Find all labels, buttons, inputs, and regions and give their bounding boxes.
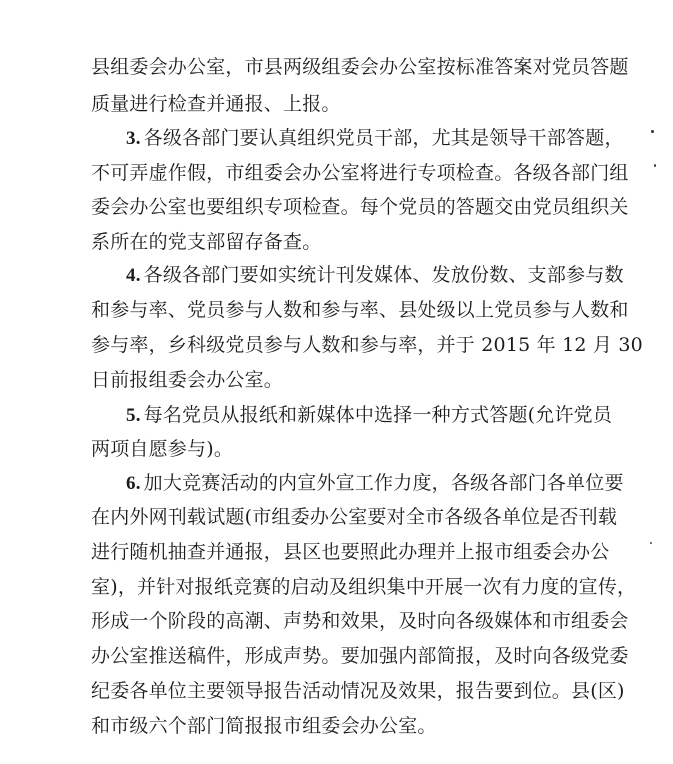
text-line: 参与率，乡科级党员参与人数和参与率，并于 2015 年 12 月 30 — [91, 334, 643, 356]
text-line: 和参与率、党员参与人数和参与率、县处级以上党员参与人数和 — [91, 299, 629, 321]
list-item-4-first-line — [126, 263, 624, 288]
list-item-5-first-line — [126, 403, 612, 428]
text-line: 进行随机抽查并通报，县区也要照此办理并上报市组委会办公 — [91, 541, 610, 563]
list-item-3-first-line — [126, 126, 624, 151]
scan-mark — [650, 542, 652, 544]
text-line: 县组委会办公室，市县两级组委会办公室按标准答案对党员答题 — [91, 56, 629, 78]
text-line: 日前报组委会办公室。 — [91, 369, 284, 391]
list-item-number: 6. — [126, 473, 141, 494]
list-item-6-first-line — [126, 471, 624, 496]
text-line: 纪委各单位主要领导报告活动情况及效果，报告要到位。县(区) — [91, 680, 625, 702]
scan-mark — [654, 164, 656, 167]
text-line: 加大竞赛活动的内宣外宣工作力度，各级各部门各单位要 — [143, 472, 624, 494]
text-line: 系所在的党支部留存备查。 — [91, 231, 322, 253]
text-line: 各级各部门要如实统计刊发媒体、发放份数、支部参与数 — [143, 264, 624, 286]
text-line: 在内外网刊载试题(市组委办公室要对全市各级各单位是否刊载 — [91, 506, 618, 528]
text-line: 形成一个阶段的高潮、声势和效果，及时向各级媒体和市组委会 — [91, 610, 629, 632]
text-line: 委会办公室也要组织专项检查。每个党员的答题交由党员组织关 — [91, 196, 629, 218]
text-line: 和市级六个部门简报报市组委会办公室。 — [91, 715, 437, 737]
list-item-number: 3. — [126, 128, 141, 149]
list-item-number: 5. — [126, 405, 141, 426]
scan-mark — [651, 130, 654, 133]
text-line: 每名党员从报纸和新媒体中选择一种方式答题(允许党员 — [143, 404, 613, 426]
text-line: 各级各部门要认真组织党员干部，尤其是领导干部答题， — [143, 127, 624, 149]
text-line: 质量进行检查并通报、上报。 — [91, 93, 341, 115]
text-line: 办公室推送稿件，形成声势。要加强内部简报，及时向各级党委 — [91, 645, 629, 667]
list-item-number: 4. — [126, 265, 141, 286]
text-line: 两项自愿参与)。 — [91, 438, 234, 460]
text-line: 不可弄虚作假，市组委会办公室将进行专项检查。各级各部门组 — [91, 162, 629, 184]
text-line: 室)，并针对报纸竞赛的启动及组织集中开展一次有力度的宣传， — [91, 576, 637, 598]
